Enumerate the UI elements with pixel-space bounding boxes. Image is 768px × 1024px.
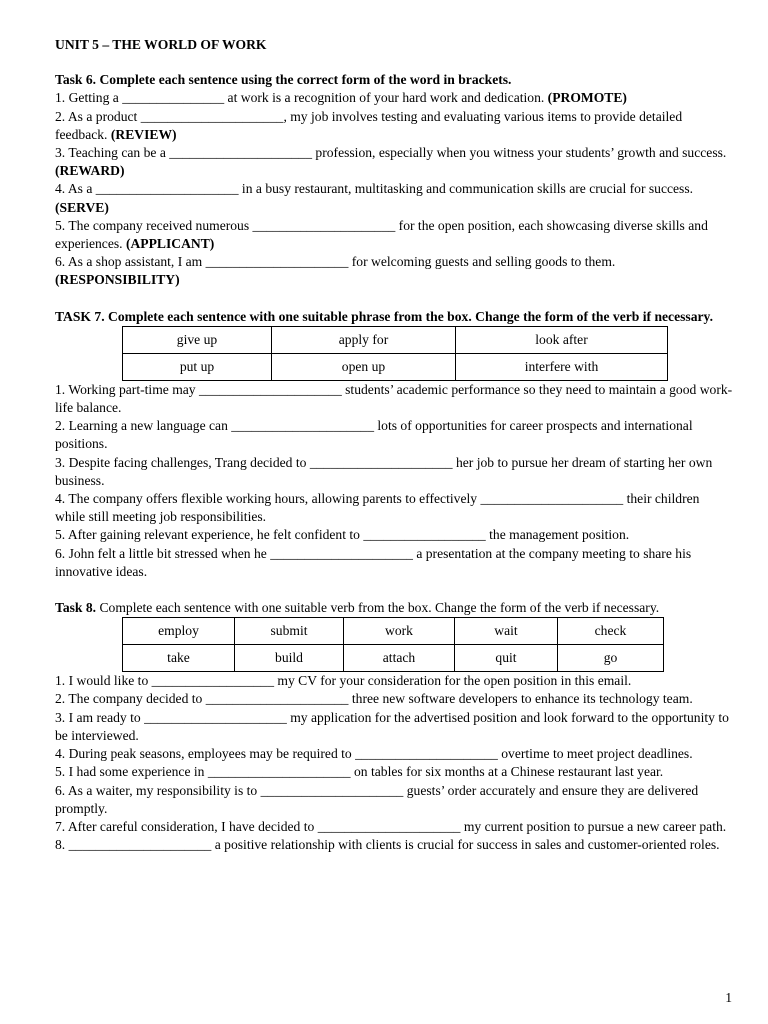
task8-item-5: 5. I had some experience in _____________________ on tables for six months at a Chinese restaurant last year. [55,764,664,780]
phrase-cell: open up [272,353,456,380]
task8-item-8: 8. _____________________ a positive relationship with clients is crucial for success in sales and customer-oriented roles. [55,837,720,853]
task8-item-6: 6. As a waiter, my responsibility is to _____________________ guests’ order accurately and ensure they are delivered promptly. [55,782,699,816]
phrase-cell: interfere with [456,353,668,380]
phrase-cell: give up [123,326,272,353]
verb-cell: attach [344,645,455,672]
verb-cell: build [235,645,344,672]
task8-item-2: 2. The company decided to _____________________ three new software developers to enhance its technology team. [55,691,693,707]
task8-item-3: 3. I am ready to _____________________ my application for the advertised position and look forward to the opportunity to be interviewed. [55,709,729,743]
task6-item-1: 1. Getting a _______________ at work is a recognition of your hard work and dedication. (PROMOTE) [55,90,627,106]
verb-cell: wait [455,618,558,645]
task7-item-3: 3. Despite facing challenges, Trang decided to _____________________ her job to pursue her dream of starting her own business. [55,454,713,488]
task8-item-4: 4. During peak seasons, employees may be required to _____________________ overtime to meet project deadlines. [55,746,693,762]
verb-cell: submit [235,618,344,645]
unit-title: UNIT 5 – THE WORLD OF WORK [55,37,267,52]
task7-section [55,308,733,581]
task8-item-7: 7. After careful consideration, I have decided to _____________________ my current position to pursue a new career path. [55,818,727,834]
task6-item-5: 5. The company received numerous _____________________ for the open position, each showcasing diverse skills and experiences. (APPLICANT) [55,217,708,252]
verb-cell: go [558,645,664,672]
phrase-cell: put up [123,353,272,380]
task6-section [55,71,733,289]
task7-phrase-box [122,326,668,381]
task8-title: Task 8. Complete each sentence with one suitable verb from the box. Change the form of the verb if necessary. [55,600,660,616]
verb-cell: take [123,645,235,672]
task6-item-4: 4. As a _____________________ in a busy restaurant, multitasking and communication skills are crucial for success. (SERVE) [55,181,694,215]
phrase-cell: look after [456,326,668,353]
task8-verb-box [122,617,664,672]
task6-title: Task 6. Complete each sentence using the correct form of the word in brackets. [55,72,512,88]
verb-cell: work [344,618,455,645]
task7-item-6: 6. John felt a little bit stressed when he _____________________ a presentation at the company meeting to share his innovative ideas. [55,545,692,579]
phrase-cell: apply for [272,326,456,353]
page-number: 1 [725,990,732,1005]
task6-item-6: 6. As a shop assistant, I am _____________________ for welcoming guests and selling goods to them. (RESPONSIBILITY) [55,254,616,288]
task8-item-1: 1. I would like to __________________ my CV for your consideration for the open position in this email. [55,673,632,689]
task7-item-2: 2. Learning a new language can _____________________ lots of opportunities for career prospects and international positions. [55,418,693,452]
verb-cell: check [558,618,664,645]
task8-section [55,599,733,854]
task7-item-4: 4. The company offers flexible working hours, allowing parents to effectively _____________________ their children while still meeting job responsibilities. [55,491,700,525]
task7-title: TASK 7. Complete each sentence with one suitable phrase from the box. Change the form of the verb if necessary. [55,308,713,324]
task6-item-3: 3. Teaching can be a _____________________ profession, especially when you witness your students’ growth and success. (REWARD) [55,145,727,179]
task7-item-1: 1. Working part-time may _____________________ students’ academic performance so they need to maintain a good work-life balance. [55,381,733,416]
task6-item-2: 2. As a product _____________________, my job involves testing and evaluating various items to provide detailed feedback. (REVIEW) [55,108,683,142]
document-page [55,36,733,872]
verb-cell: employ [123,618,235,645]
verb-cell: quit [455,645,558,672]
task7-item-5: 5. After gaining relevant experience, he felt confident to __________________ the management position. [55,527,630,543]
